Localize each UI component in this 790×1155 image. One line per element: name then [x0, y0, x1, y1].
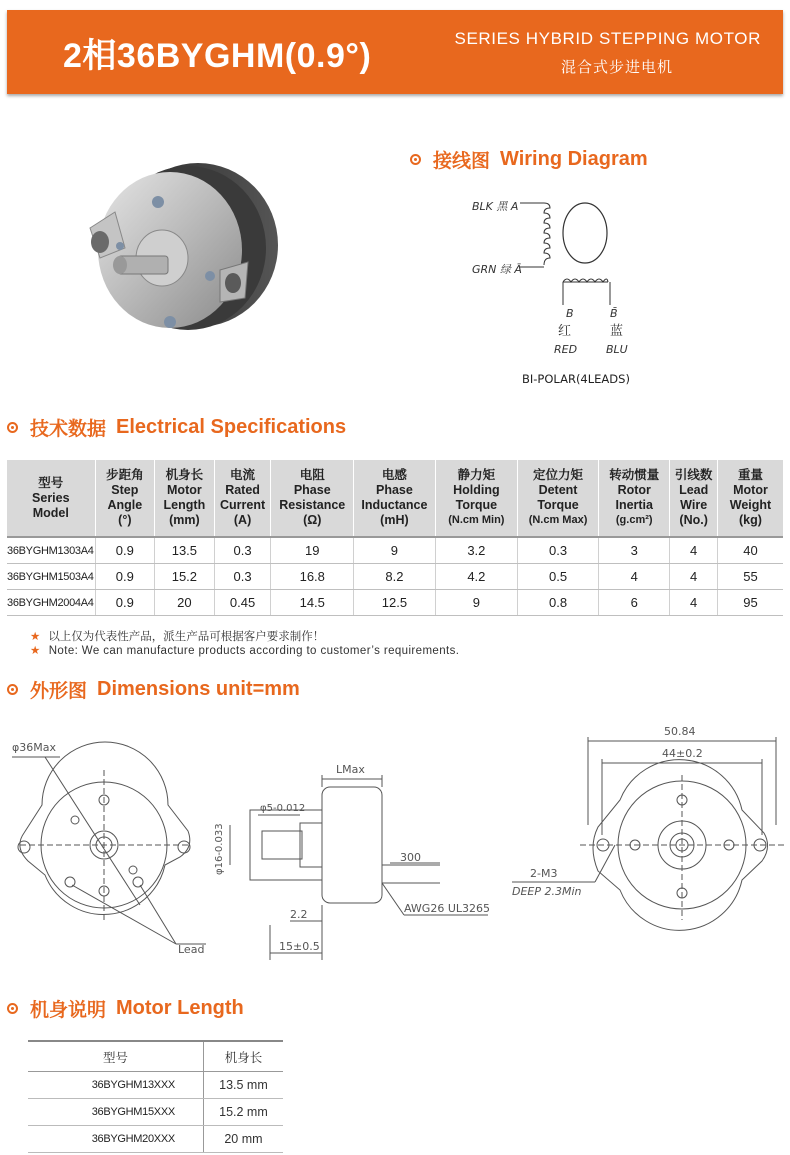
- spec-header-cn: 步距角: [106, 468, 144, 482]
- wire-b-label: B: [566, 307, 574, 320]
- length-table: [28, 1040, 283, 1153]
- spec-header-en3: (°): [118, 513, 132, 527]
- spec-value-cell: 0.3: [214, 537, 271, 564]
- wire-bbar-label: B̄: [610, 307, 618, 320]
- table-row: [28, 1126, 283, 1153]
- wire-red-label: RED: [554, 343, 578, 356]
- spec-header-cn: 机身长: [165, 468, 204, 482]
- spec-header-en3: (Ω): [303, 513, 322, 527]
- spec-value-cell: 55: [717, 564, 783, 590]
- spec-header-en2: Resistance: [279, 498, 346, 512]
- dim-deep: DEEP 2.3Min: [512, 885, 582, 898]
- length-col-len: 机身长: [203, 1041, 283, 1072]
- spec-value-cell: 0.45: [214, 590, 271, 616]
- dim-44: 44±0.2: [662, 747, 703, 760]
- spec-header-cn: 引线数: [674, 468, 713, 482]
- spec-value-cell: 0.5: [517, 564, 598, 590]
- spec-header-en3: (N.cm Min): [448, 514, 505, 526]
- spec-header-en2: Angle: [107, 498, 143, 512]
- spec-header-en1: Series: [32, 490, 70, 505]
- spec-model-cell: 36BYGHM2004A4: [7, 590, 95, 616]
- table-row: [28, 1072, 283, 1099]
- bullet-icon: [7, 684, 18, 695]
- spec-value-cell: 0.8: [517, 590, 598, 616]
- spec-header-en1: Rotor: [617, 483, 651, 497]
- bullet-icon: [7, 422, 18, 433]
- spec-header-en1: Motor: [167, 483, 202, 497]
- wiring-heading-en: Wiring Diagram: [500, 148, 648, 170]
- spec-header-en1: Phase: [293, 483, 331, 497]
- wire-red-cn: 红: [558, 324, 572, 339]
- spec-col-header: [599, 460, 670, 537]
- series-subtitle-cn: 混合式步进电机: [561, 58, 674, 76]
- dimensions-heading-en: Dimensions unit=mm: [97, 678, 300, 700]
- spec-value-cell: 4: [670, 564, 718, 590]
- star-icon: ★: [30, 629, 41, 643]
- dim-15: 15±0.5: [279, 940, 320, 953]
- spec-col-header: [717, 460, 783, 537]
- spec-value-cell: 8.2: [354, 564, 436, 590]
- note-cn: [30, 628, 324, 644]
- spec-header-en1: Detent: [538, 483, 578, 497]
- spec-value-cell: 19: [271, 537, 354, 564]
- spec-header-cn: 型号: [38, 475, 64, 490]
- spec-header-en2: Inertia: [615, 498, 653, 512]
- spec-value-cell: 13.5: [155, 537, 215, 564]
- spec-header-en3: (g.cm²): [615, 514, 653, 526]
- spec-header-cn: 静力矩: [457, 468, 496, 482]
- spec-value-cell: 4: [670, 590, 718, 616]
- spec-value-cell: 14.5: [271, 590, 354, 616]
- spec-value-cell: 40: [717, 537, 783, 564]
- spec-header-en1: Step: [111, 483, 139, 497]
- dim-5084: 50.84: [664, 725, 696, 738]
- spec-value-cell: 16.8: [271, 564, 354, 590]
- length-col-model: 型号: [28, 1041, 203, 1072]
- spec-header-cn: 电流: [230, 468, 256, 482]
- spec-value-cell: 0.3: [517, 537, 598, 564]
- length-heading-cn: 机身说明: [30, 999, 107, 1021]
- note-cn-text: 以上仅为代表性产品，派生产品可根据客户要求制作！: [48, 629, 325, 643]
- length-model-cell: 36BYGHM15XXX: [28, 1099, 203, 1126]
- note-en-text: Note: We can manufacture products according to customer’s requirements.: [48, 645, 460, 657]
- spec-col-header: [95, 460, 154, 537]
- spec-col-header: [517, 460, 598, 537]
- dim-cable-len: 300: [400, 851, 421, 864]
- length-model-cell: 36BYGHM13XXX: [28, 1072, 203, 1099]
- spec-value-cell: 15.2: [155, 564, 215, 590]
- dim-lead: Lead: [178, 943, 205, 956]
- dim-awg: AWG26 UL3265: [404, 902, 490, 915]
- spec-header-en1: Holding: [453, 483, 500, 497]
- spec-value-cell: 4: [599, 564, 670, 590]
- dim-m3: 2-M3: [530, 867, 558, 880]
- spec-header-en1: Motor: [733, 483, 768, 497]
- spec-col-header: [271, 460, 354, 537]
- spec-model-cell: 36BYGHM1503A4: [7, 564, 95, 590]
- spec-value-cell: 0.9: [95, 590, 154, 616]
- length-value-cell: 15.2 mm: [203, 1099, 283, 1126]
- dimension-drawings: [0, 715, 790, 965]
- dim-boss: φ16-0.033: [214, 823, 225, 875]
- spec-model-cell: 36BYGHM1303A4: [7, 537, 95, 564]
- wire-blu-cn: 蓝: [610, 324, 624, 339]
- spec-header-en2: Torque: [455, 498, 498, 512]
- spec-header-en3: (mm): [169, 513, 200, 527]
- table-row: [7, 590, 783, 616]
- spec-col-header: [670, 460, 718, 537]
- spec-header-en2: Current: [219, 498, 266, 512]
- spec-header-en1: Phase: [375, 483, 413, 497]
- length-heading: [7, 995, 244, 1022]
- spec-col-header: [435, 460, 517, 537]
- specs-heading: [7, 414, 346, 441]
- note-en: [30, 643, 459, 657]
- wire-grn-label: GRN 绿 Ā: [472, 263, 522, 276]
- spec-col-header: [214, 460, 271, 537]
- spec-header-en3: (mH): [380, 513, 409, 527]
- spec-header-cn: 电阻: [299, 468, 325, 482]
- spec-value-cell: 12.5: [354, 590, 436, 616]
- spec-value-cell: 6: [599, 590, 670, 616]
- spec-value-cell: 95: [717, 590, 783, 616]
- spec-value-cell: 9: [435, 590, 517, 616]
- spec-header-en3: (A): [233, 513, 252, 527]
- table-row: [28, 1099, 283, 1126]
- spec-header-en2: Torque: [537, 498, 579, 512]
- spec-header-cn: 转动惯量: [609, 468, 660, 482]
- wiring-diagram: [460, 185, 660, 395]
- spec-value-cell: 9: [354, 537, 436, 564]
- spec-value-cell: 0.9: [95, 537, 154, 564]
- wire-blu-label: BLU: [606, 343, 628, 356]
- wiring-caption: BI-POLAR(4LEADS): [522, 372, 630, 386]
- length-heading-en: Motor Length: [116, 997, 244, 1019]
- spec-header-en2: Model: [32, 505, 69, 520]
- spec-header-cn: 重量: [737, 468, 763, 482]
- title-banner: [7, 10, 783, 94]
- spec-header-cn: 定位力矩: [533, 468, 584, 482]
- specs-heading-en: Electrical Specifications: [116, 416, 347, 438]
- spec-value-cell: 3.2: [435, 537, 517, 564]
- length-value-cell: 13.5 mm: [203, 1072, 283, 1099]
- dim-lmax: LMax: [336, 763, 365, 776]
- dimensions-heading-cn: 外形图: [30, 680, 88, 702]
- spec-header-en2: Weight: [729, 498, 772, 512]
- spec-value-cell: 0.3: [214, 564, 271, 590]
- series-subtitle-en: SERIES HYBRID STEPPING MOTOR: [454, 29, 761, 48]
- spec-header-en3: (N.cm Max): [528, 514, 588, 526]
- spec-header-en2: Inductance: [361, 498, 428, 512]
- bullet-icon: [7, 1003, 18, 1014]
- spec-value-cell: 0.9: [95, 564, 154, 590]
- dimensions-heading: [7, 676, 300, 703]
- length-value-cell: 20 mm: [203, 1126, 283, 1153]
- dim-22: 2.2: [290, 908, 308, 921]
- table-row: [7, 537, 783, 564]
- spec-col-header: [7, 460, 95, 537]
- spec-header-en2: Length: [163, 498, 206, 512]
- spec-header-en3: (No.): [679, 513, 708, 527]
- spec-header-en3: (kg): [739, 513, 762, 527]
- page-title: 2相36BYGHM(0.9°): [63, 37, 372, 75]
- spec-col-header: [155, 460, 215, 537]
- length-model-cell: 36BYGHM20XXX: [28, 1126, 203, 1153]
- spec-header-en1: Rated: [225, 483, 260, 497]
- spec-col-header: [354, 460, 436, 537]
- spec-value-cell: 20: [155, 590, 215, 616]
- wire-blk-label: BLK 黑 A: [472, 200, 519, 213]
- dim-dia36: φ36Max: [12, 741, 56, 754]
- star-icon: ★: [30, 645, 41, 657]
- wiring-heading: [410, 146, 648, 173]
- spec-value-cell: 3: [599, 537, 670, 564]
- motor-photo: [70, 150, 290, 350]
- spec-header-en2: Wire: [680, 498, 708, 512]
- table-row: [7, 564, 783, 590]
- spec-header-cn: 电感: [381, 468, 407, 482]
- specs-heading-cn: 技术数据: [30, 418, 107, 440]
- spec-header-en1: Lead: [679, 483, 709, 497]
- specs-table: [7, 460, 783, 616]
- spec-value-cell: 4: [670, 537, 718, 564]
- bullet-icon: [410, 154, 421, 165]
- spec-value-cell: 4.2: [435, 564, 517, 590]
- dim-shaft: φ5-0.012: [260, 803, 306, 814]
- wiring-heading-cn: 接线图: [433, 150, 491, 172]
